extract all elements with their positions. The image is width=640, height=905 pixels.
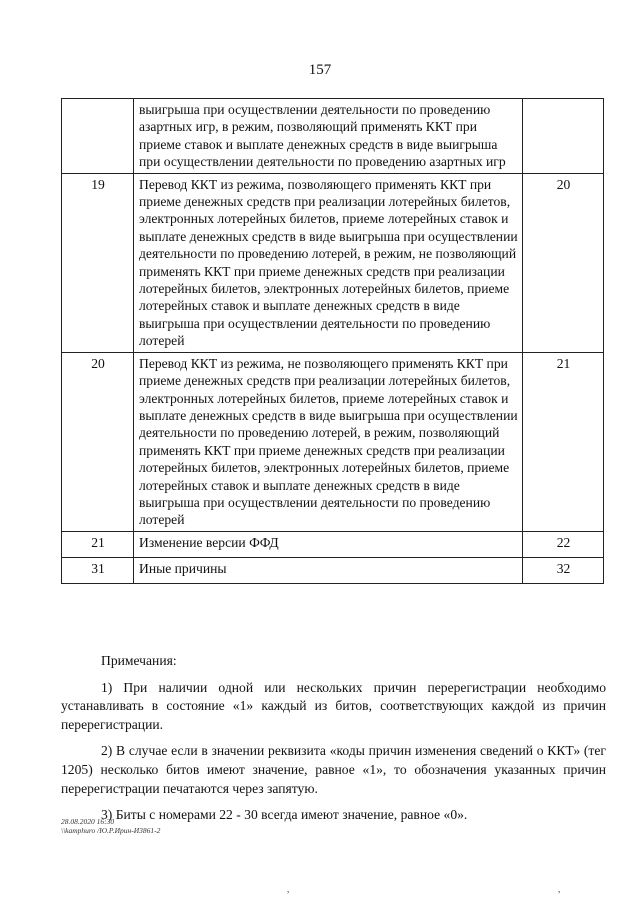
row-number-cell: 20	[62, 352, 134, 531]
row-number-cell: 31	[62, 557, 134, 583]
notes-heading: Примечания:	[101, 653, 177, 668]
reason-description-cell: выигрыша при осуществлении деятельности по проведению азартных игр, в режим, позволяющий применять ККТ при приеме ставок и выплате денежных средств в виде выигрыша при осуществлении деятельности по проведению азартных игр	[134, 99, 523, 174]
reason-description-cell: Изменение версии ФФД	[134, 531, 523, 557]
reason-description-cell: Перевод ККТ из режима, позволяющего применять ККТ при приеме денежных средств при реализации лотерейных билетов, электронных лотерейных билетов, приеме лотерейных ставок и выплате денежных средств в виде выигрыша при осуществлении деятельности по проведению лотерей, в режим, не позволяющий применять ККТ при приеме денежных средств при реализации лотерейных билетов, электронных лотерейных билетов, приеме лотерейных ставок и выплате денежных средств в виде выигрыша при осуществлении деятельности по проведению лотерей	[134, 173, 523, 352]
row-number-cell	[62, 99, 134, 174]
bit-number-cell: 32	[523, 557, 604, 583]
scan-speck: ,	[287, 884, 290, 894]
page-number: 157	[308, 62, 332, 78]
row-number-cell: 21	[62, 531, 134, 557]
scan-speck: ,	[558, 884, 561, 894]
registration-reasons-table	[61, 98, 604, 584]
bit-number-cell: 21	[523, 352, 604, 531]
table-row	[62, 557, 604, 583]
stamp-path: \\kamphuro /Ю.Р.Ирин-И3861-2	[61, 826, 161, 835]
bit-number-cell	[523, 99, 604, 174]
bit-number-cell: 20	[523, 173, 604, 352]
note-item: 1) При наличии одной или нескольких причин перерегистрации необходимо устанавливать в состояние «1» каждый из битов, соответствующих каждой из причин перерегистрации.	[61, 679, 606, 732]
table-row	[62, 173, 604, 352]
stamp-date: 28.08.2020 16:30	[61, 817, 115, 826]
bit-number-cell: 22	[523, 531, 604, 557]
notes-section	[61, 652, 606, 833]
note-item: 2) В случае если в значении реквизита «коды причин изменения сведений о ККТ» (тег 1205) несколько битов имеют значение, равное «1», то обозначения указанных причин перерегистрации печатаются через запятую.	[61, 743, 606, 796]
table-row	[62, 352, 604, 531]
note-item: 3) Биты с номерами 22 - 30 всегда имеют значение, равное «0».	[101, 807, 468, 823]
table-row	[62, 99, 604, 174]
document-stamp	[61, 817, 160, 835]
reason-description-cell: Перевод ККТ из режима, не позволяющего применять ККТ при приеме денежных средств при реализации лотерейных билетов, электронных лотерейных билетов, приеме лотерейных ставок и выплате денежных средств в виде выигрыша при осуществлении деятельности по проведению лотерей, в режим, позволяющий применять ККТ при приеме денежных средств при реализации лотерейных билетов, электронных лотерейных билетов, приеме лотерейных ставок и выплате денежных средств в виде выигрыша при осуществлении деятельности по проведению лотерей	[134, 352, 523, 531]
reason-description-cell: Иные причины	[134, 557, 523, 583]
row-number-cell: 19	[62, 173, 134, 352]
table-row	[62, 531, 604, 557]
